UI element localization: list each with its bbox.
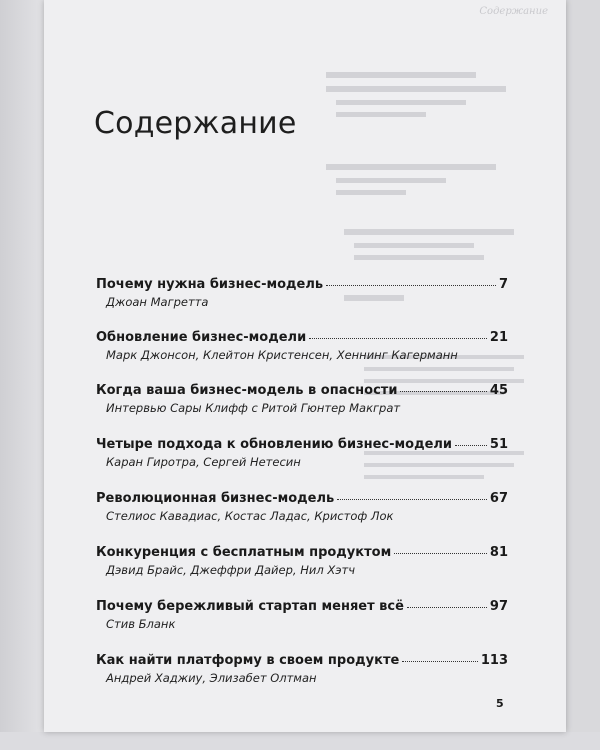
toc-entry-title: Как найти платформу в своем продукте bbox=[96, 653, 400, 668]
book-gutter bbox=[0, 0, 44, 750]
toc-entry-authors: Стив Бланк bbox=[106, 617, 176, 631]
toc-entry-page: 97 bbox=[489, 599, 508, 614]
dot-leader bbox=[326, 284, 496, 286]
toc-entry-title: Конкуренция с бесплатным продуктом bbox=[96, 545, 392, 560]
page-number: 5 bbox=[496, 697, 504, 710]
running-head: Содержание bbox=[479, 6, 548, 17]
dot-leader bbox=[394, 552, 487, 554]
toc-entry-page: 21 bbox=[489, 330, 508, 345]
dot-leader bbox=[337, 498, 487, 500]
dot-leader bbox=[455, 444, 487, 446]
toc-entry-authors: Андрей Хаджиу, Элизабет Олтман bbox=[106, 671, 317, 685]
toc-entry-title: Почему нужна бизнес-модель bbox=[96, 277, 324, 292]
toc-entry bbox=[96, 545, 508, 577]
toc-entry-title: Революционная бизнес-модель bbox=[96, 491, 335, 506]
toc-entry bbox=[96, 330, 508, 362]
toc-entry-authors: Джоан Магретта bbox=[106, 295, 209, 309]
toc-entry-authors: Интервью Сары Клифф с Ритой Гюнтер Макграт bbox=[106, 401, 401, 415]
toc-entry-page: 7 bbox=[498, 277, 508, 292]
toc-entry-title: Когда ваша бизнес-модель в опасности bbox=[96, 383, 398, 398]
book-page bbox=[44, 0, 566, 732]
toc-entry-page: 113 bbox=[480, 653, 508, 668]
toc-entry bbox=[96, 491, 508, 523]
toc-entry-page: 45 bbox=[489, 383, 508, 398]
toc-entry-title: Четыре подхода к обновлению бизнес-модели bbox=[96, 437, 453, 452]
toc-entry bbox=[96, 437, 508, 469]
toc-entry-authors: Каран Гиротра, Сергей Нетесин bbox=[106, 455, 301, 469]
toc-entry bbox=[96, 653, 508, 685]
dot-leader bbox=[309, 337, 487, 339]
page-bottom-edge bbox=[0, 732, 600, 750]
toc-entry-authors: Дэвид Брайс, Джеффри Дайер, Нил Хэтч bbox=[106, 563, 356, 577]
toc-entry bbox=[96, 277, 508, 309]
toc-entry-page: 51 bbox=[489, 437, 508, 452]
toc-entry-authors: Марк Джонсон, Клейтон Кристенсен, Хеннинг Кагерманн bbox=[106, 348, 458, 362]
toc-entry bbox=[96, 383, 508, 415]
dot-leader bbox=[402, 660, 478, 662]
page-title: Содержание bbox=[94, 106, 297, 141]
bleed-through-text bbox=[326, 70, 536, 220]
toc-entry bbox=[96, 599, 508, 631]
toc-entry-title: Почему бережливый стартап меняет всё bbox=[96, 599, 404, 614]
toc-entry-authors: Стелиос Кавадиас, Костас Ладас, Кристоф Лок bbox=[106, 509, 394, 523]
toc-entry-title: Обновление бизнес-модели bbox=[96, 330, 307, 345]
dot-leader bbox=[407, 606, 487, 608]
toc-entry-page: 67 bbox=[489, 491, 508, 506]
dot-leader bbox=[400, 390, 486, 392]
bleed-through-lines bbox=[326, 70, 536, 220]
toc-entry-page: 81 bbox=[489, 545, 508, 560]
